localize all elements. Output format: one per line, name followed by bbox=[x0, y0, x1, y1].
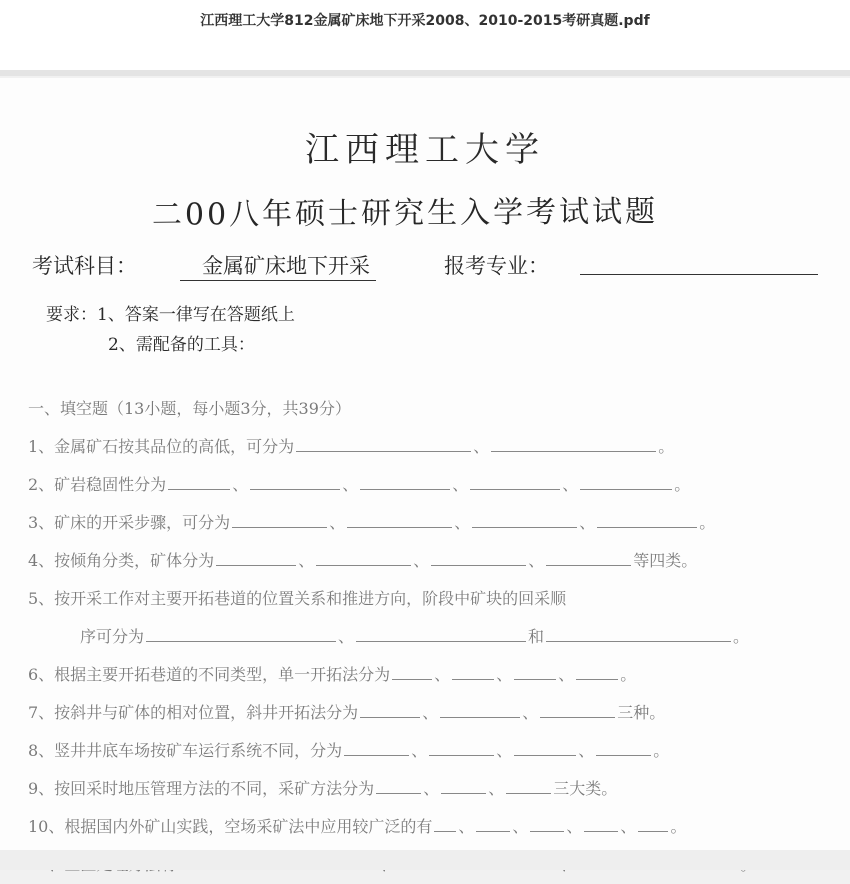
blank-separator: 、 bbox=[473, 437, 490, 456]
answer-blank bbox=[597, 526, 697, 528]
question-text: 10、根据国内外矿山实践，空场采矿法中应用较广泛的有 bbox=[28, 817, 433, 836]
subject-label: 考试科目： bbox=[32, 254, 137, 278]
answer-blank bbox=[441, 792, 486, 794]
question-line bbox=[28, 428, 798, 466]
question-ending: 。 bbox=[620, 665, 637, 684]
question-text: 1、金属矿石按其品位的高低，可分为 bbox=[28, 437, 295, 456]
blank-separator: 、 bbox=[452, 475, 469, 494]
university-name: 江西理工大学 bbox=[305, 130, 545, 170]
question-text: 2、矿岩稳固性分为 bbox=[28, 475, 167, 494]
blank-separator: 、 bbox=[422, 703, 439, 722]
section-heading: 一、填空题（13小题，每小题3分，共39分） bbox=[28, 399, 351, 418]
viewer-header bbox=[0, 0, 850, 70]
blank-separator: 、 bbox=[620, 817, 637, 836]
question-list bbox=[28, 390, 798, 866]
question-text: 4、按倾角分类，矿体分为 bbox=[28, 551, 215, 570]
question-ending: 。 bbox=[670, 817, 687, 836]
answer-blank bbox=[429, 754, 494, 756]
answer-blank bbox=[431, 564, 526, 566]
question-ending: 三种。 bbox=[617, 703, 666, 722]
answer-blank bbox=[146, 640, 336, 642]
answer-blank bbox=[491, 450, 656, 452]
requirements bbox=[46, 300, 295, 360]
question-ending: 。 bbox=[658, 437, 675, 456]
pdf-page[interactable] bbox=[0, 78, 850, 850]
answer-blank bbox=[470, 488, 560, 490]
question-text: 9、按回采时地压管理方法的不同，采矿方法分为 bbox=[28, 779, 375, 798]
question-line bbox=[28, 580, 798, 618]
blank-separator: 、 bbox=[232, 475, 249, 494]
answer-blank bbox=[360, 716, 420, 718]
header-divider bbox=[0, 70, 850, 76]
question-text: 7、按斜井与矿体的相对位置，斜井开拓法分为 bbox=[28, 703, 359, 722]
answer-blank bbox=[376, 792, 421, 794]
blank-separator: 、 bbox=[329, 513, 346, 532]
blank-separator: 、 bbox=[522, 703, 539, 722]
answer-blank bbox=[347, 526, 452, 528]
question-line bbox=[28, 808, 798, 846]
major-blank bbox=[580, 274, 818, 275]
question-text: 8、竖井井底车场按矿车运行系统不同，分为 bbox=[28, 741, 343, 760]
answer-blank bbox=[514, 754, 576, 756]
blank-separator: 、 bbox=[423, 779, 440, 798]
blank-separator: 、 bbox=[338, 627, 355, 646]
answer-blank bbox=[316, 564, 411, 566]
question-ending: 。 bbox=[699, 513, 716, 532]
answer-blank bbox=[356, 640, 526, 642]
answer-blank bbox=[452, 678, 494, 680]
blank-separator: 、 bbox=[496, 665, 513, 684]
blank-separator: 、 bbox=[488, 779, 505, 798]
scanned-exam-sheet bbox=[0, 78, 850, 850]
blank-separator: 、 bbox=[458, 817, 475, 836]
answer-blank bbox=[472, 526, 577, 528]
blank-separator: 、 bbox=[413, 551, 430, 570]
answer-blank bbox=[216, 564, 296, 566]
answer-blank bbox=[440, 716, 520, 718]
question-text: 序可分为 bbox=[80, 627, 145, 646]
answer-blank bbox=[596, 754, 651, 756]
blank-separator: 、 bbox=[411, 741, 428, 760]
question-ending: 。 bbox=[733, 627, 750, 646]
blank-separator: 、 bbox=[434, 665, 451, 684]
question-line bbox=[28, 694, 798, 732]
blank-separator: 、 bbox=[566, 817, 583, 836]
answer-blank bbox=[232, 526, 327, 528]
answer-blank bbox=[514, 678, 556, 680]
blank-separator: 、 bbox=[558, 665, 575, 684]
answer-blank bbox=[168, 488, 230, 490]
answer-blank bbox=[530, 830, 564, 832]
answer-blank bbox=[540, 716, 615, 718]
document-file-title: 江西理工大学812金属矿床地下开采2008、2010-2015考研真题.pdf bbox=[200, 13, 650, 29]
answer-blank bbox=[584, 830, 618, 832]
subject-value: 金属矿床地下开采 bbox=[180, 250, 376, 281]
question-line bbox=[28, 504, 798, 542]
answer-blank bbox=[580, 488, 672, 490]
subject-row bbox=[32, 250, 792, 284]
answer-blank bbox=[392, 678, 432, 680]
question-line bbox=[28, 466, 798, 504]
requirement-line: 2、需配备的工具： bbox=[108, 335, 255, 355]
question-ending: 三大类。 bbox=[553, 779, 618, 798]
blank-separator: 、 bbox=[528, 551, 545, 570]
answer-blank bbox=[546, 640, 731, 642]
question-ending: 等四类。 bbox=[633, 551, 698, 570]
question-line bbox=[28, 618, 798, 656]
blank-separator: 、 bbox=[298, 551, 315, 570]
major-label: 报考专业： bbox=[444, 254, 549, 278]
question-text: 3、矿床的开采步骤，可分为 bbox=[28, 513, 231, 532]
answer-blank bbox=[344, 754, 409, 756]
answer-blank bbox=[576, 678, 618, 680]
blank-separator: 、 bbox=[454, 513, 471, 532]
requirement-line: 要求：1、答案一律写在答题纸上 bbox=[46, 305, 295, 325]
blank-separator: 、 bbox=[512, 817, 529, 836]
answer-blank bbox=[638, 830, 668, 832]
question-connector: 和 bbox=[528, 627, 545, 646]
question-line bbox=[28, 770, 798, 808]
answer-blank bbox=[250, 488, 340, 490]
blank-separator: 、 bbox=[579, 513, 596, 532]
answer-blank bbox=[434, 830, 456, 832]
blank-separator: 、 bbox=[496, 741, 513, 760]
question-line bbox=[28, 542, 798, 580]
question-line bbox=[28, 732, 798, 770]
blank-separator: 、 bbox=[578, 741, 595, 760]
question-line bbox=[28, 656, 798, 694]
answer-blank bbox=[506, 792, 551, 794]
question-ending: 。 bbox=[674, 475, 691, 494]
question-text: 5、按开采工作对主要开拓巷道的位置关系和推进方向，阶段中矿块的回采顺 bbox=[28, 589, 567, 608]
answer-blank bbox=[360, 488, 450, 490]
answer-blank bbox=[476, 830, 510, 832]
blank-separator: 、 bbox=[562, 475, 579, 494]
exam-title: 二00八年硕士研究生入学考试试题 bbox=[151, 194, 659, 233]
viewer-footer bbox=[0, 850, 850, 870]
blank-separator: 、 bbox=[342, 475, 359, 494]
answer-blank bbox=[296, 450, 471, 452]
answer-blank bbox=[546, 564, 631, 566]
question-ending: 。 bbox=[653, 741, 670, 760]
question-text: 6、根据主要开拓巷道的不同类型，单一开拓法分为 bbox=[28, 665, 391, 684]
